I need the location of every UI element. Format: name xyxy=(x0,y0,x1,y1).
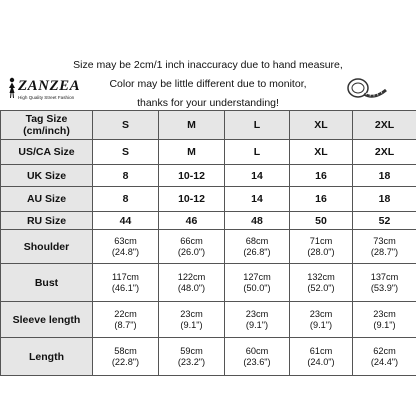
inch-value: (26.0") xyxy=(177,246,206,257)
cm-value: 71cm xyxy=(309,235,333,246)
table-cell xyxy=(290,302,353,338)
table-row xyxy=(1,140,416,165)
table-cell xyxy=(93,302,159,338)
row-label: US/CA Size xyxy=(1,140,93,165)
cm-value: 23cm xyxy=(309,308,333,319)
measuring-tape-icon xyxy=(344,74,388,104)
table-row xyxy=(1,338,416,376)
row-label: Length xyxy=(1,338,93,376)
table-cell xyxy=(353,230,416,264)
inch-value: (9.1") xyxy=(245,319,269,330)
cm-value: 61cm xyxy=(309,345,333,356)
cm-value: 137cm xyxy=(370,271,399,282)
woman-silhouette-icon xyxy=(6,77,18,99)
table-row xyxy=(1,230,416,264)
table-cell xyxy=(159,264,225,302)
table-row xyxy=(1,264,416,302)
cm-value: 22cm xyxy=(114,308,137,319)
inch-value: (28.7") xyxy=(370,246,399,257)
cm-value: 58cm xyxy=(114,345,137,356)
table-cell: M xyxy=(159,140,225,165)
table-header-row xyxy=(1,111,416,140)
table-cell: 18 xyxy=(353,165,416,187)
notice-line-2: Color may be little different due to monitor, xyxy=(109,78,307,90)
size-header: M xyxy=(159,111,225,140)
table-cell xyxy=(93,230,159,264)
table-cell xyxy=(93,338,159,376)
row-label: Bust xyxy=(1,264,93,302)
inch-value: (48.0") xyxy=(177,282,206,293)
table-cell xyxy=(290,264,353,302)
cm-value: 63cm xyxy=(114,235,137,246)
tag-size-label: Tag Size xyxy=(25,113,68,125)
table-cell: 8 xyxy=(93,187,159,212)
inch-value: (9.1") xyxy=(180,319,203,330)
unit-label: (cm/inch) xyxy=(23,125,70,137)
cm-value: 127cm xyxy=(243,271,271,282)
cm-value: 117cm xyxy=(112,271,139,282)
size-header: XL xyxy=(290,111,353,140)
inch-value: (24.4") xyxy=(370,356,399,367)
table-cell xyxy=(159,302,225,338)
table-cell: 18 xyxy=(353,187,416,212)
table-cell: 52 xyxy=(353,212,416,230)
inch-value: (52.0") xyxy=(307,282,335,293)
table-cell xyxy=(159,338,225,376)
inch-value: (23.6") xyxy=(243,356,271,367)
cm-value: 122cm xyxy=(177,271,206,282)
size-chart-table xyxy=(0,110,416,376)
tag-size-header xyxy=(1,111,93,140)
table-cell: 10-12 xyxy=(159,165,225,187)
cm-value: 23cm xyxy=(373,308,396,319)
table-cell: 16 xyxy=(290,165,353,187)
size-header: 2XL xyxy=(353,111,416,140)
inch-value: (28.0") xyxy=(307,246,335,257)
table-cell xyxy=(353,302,416,338)
cm-value: 23cm xyxy=(180,308,203,319)
inch-value: (50.0") xyxy=(243,282,271,293)
table-cell xyxy=(290,230,353,264)
table-cell: 8 xyxy=(93,165,159,187)
table-cell xyxy=(353,264,416,302)
table-cell: L xyxy=(225,140,290,165)
table-cell: 16 xyxy=(290,187,353,212)
cm-value: 66cm xyxy=(180,235,203,246)
table-cell xyxy=(93,264,159,302)
cm-value: 132cm xyxy=(307,271,335,282)
inch-value: (46.1") xyxy=(111,282,140,293)
inch-value: (23.2") xyxy=(177,356,206,367)
cm-value: 23cm xyxy=(245,308,269,319)
size-header: L xyxy=(225,111,290,140)
notice-line-3: thanks for your understanding! xyxy=(137,97,279,109)
table-cell xyxy=(225,302,290,338)
cm-value: 68cm xyxy=(245,235,269,246)
cm-value: 60cm xyxy=(245,345,269,356)
inch-value: (24.8") xyxy=(111,246,140,257)
table-cell: 14 xyxy=(225,165,290,187)
table-cell: 46 xyxy=(159,212,225,230)
table-row xyxy=(1,302,416,338)
row-label: Shoulder xyxy=(1,230,93,264)
inch-value: (24.0") xyxy=(307,356,335,367)
cm-value: 62cm xyxy=(373,345,396,356)
inch-value: (9.1") xyxy=(309,319,333,330)
inch-value: (26.8") xyxy=(243,246,271,257)
cm-value: 73cm xyxy=(373,235,396,246)
table-cell: S xyxy=(93,140,159,165)
table-cell xyxy=(225,230,290,264)
table-cell xyxy=(159,230,225,264)
table-cell: 14 xyxy=(225,187,290,212)
table-cell: 10-12 xyxy=(159,187,225,212)
inch-value: (53.9") xyxy=(370,282,399,293)
table-cell xyxy=(225,338,290,376)
table-cell xyxy=(290,338,353,376)
table-cell: 2XL xyxy=(353,140,416,165)
notice-line-1: Size may be 2cm/1 inch inaccuracy due to hand measure, xyxy=(73,59,343,71)
table-cell: 44 xyxy=(93,212,159,230)
table-row xyxy=(1,165,416,187)
table-cell: 48 xyxy=(225,212,290,230)
table-cell xyxy=(353,338,416,376)
table-cell: 50 xyxy=(290,212,353,230)
table-cell: XL xyxy=(290,140,353,165)
table-row xyxy=(1,212,416,230)
row-label: Sleeve length xyxy=(1,302,93,338)
inch-value: (9.1") xyxy=(373,319,396,330)
row-label: AU Size xyxy=(1,187,93,212)
size-header: S xyxy=(93,111,159,140)
inch-value: (8.7") xyxy=(114,319,137,330)
row-label: RU Size xyxy=(1,212,93,230)
cm-value: 59cm xyxy=(180,345,203,356)
brand-name: ZANZEA xyxy=(18,78,81,94)
row-label: UK Size xyxy=(1,165,93,187)
table-cell xyxy=(225,264,290,302)
brand-tagline: High Quality Street Fashion xyxy=(18,95,75,100)
inch-value: (22.8") xyxy=(111,356,140,367)
table-row xyxy=(1,187,416,212)
